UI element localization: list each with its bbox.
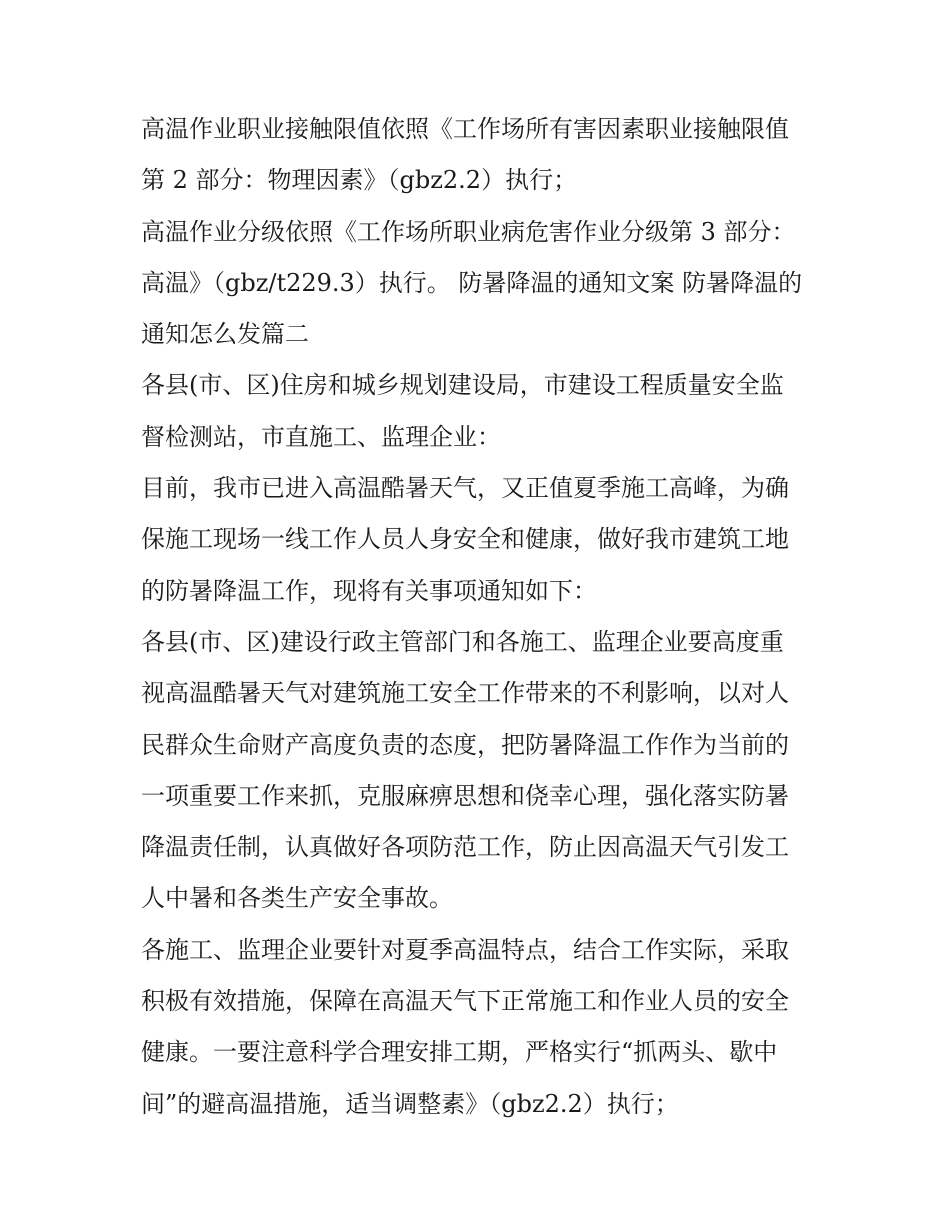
document-body <box>141 104 821 1130</box>
text-line: 一项重要工作来抓，克服麻痹思想和侥幸心理，强化落实防暑 <box>141 781 789 810</box>
text-line: 第 2 部分：物理因素》（gbz2.2）执行； <box>141 166 578 195</box>
text-line: 目前，我市已进入高温酷暑天气，又正值夏季施工高峰，为确 <box>141 474 789 503</box>
text-line: 各县(市、区)住房和城乡规划建设局，市建设工程质量安全监 <box>141 371 784 400</box>
text-line: 督检测站，市直施工、监理企业： <box>141 422 501 451</box>
text-line: 健康。一要注意科学合理安排工期，严格实行“抓两头、歇中 <box>141 1038 778 1067</box>
text-line: 的防暑降温工作，现将有关事项通知如下： <box>141 576 597 605</box>
text-line: 积极有效措施，保障在高温天气下正常施工和作业人员的安全 <box>141 987 789 1016</box>
text-line: 通知怎么发篇二 <box>141 320 309 349</box>
text-line: 降温责任制，认真做好各项防范工作，防止因高温天气引发工 <box>141 833 789 862</box>
text-line: 各施工、监理企业要针对夏季高温特点，结合工作实际，采取 <box>141 935 789 964</box>
text-line: 各县(市、区)建设行政主管部门和各施工、监理企业要高度重 <box>141 627 784 656</box>
text-line: 高温》（gbz/t229.3）执行。 防暑降温的通知文案 防暑降温的 <box>141 268 803 297</box>
text-line: 高温作业分级依照《工作场所职业病危害作业分级第 3 部分： <box>141 217 796 246</box>
text-line: 视高温酷暑天气对建筑施工安全工作带来的不利影响，以对人 <box>141 679 789 708</box>
text-line: 高温作业职业接触限值依照《工作场所有害因素职业接触限值 <box>141 115 789 143</box>
text-line: 间”的避高温措施，适当调整素》（gbz2.2）执行； <box>141 1089 679 1118</box>
text-line: 民群众生命财产高度负责的态度，把防暑降温工作作为当前的 <box>141 730 789 759</box>
text-line: 人中暑和各类生产安全事故。 <box>141 884 453 913</box>
text-line: 保施工现场一线工作人员人身安全和健康，做好我市建筑工地 <box>141 525 789 554</box>
